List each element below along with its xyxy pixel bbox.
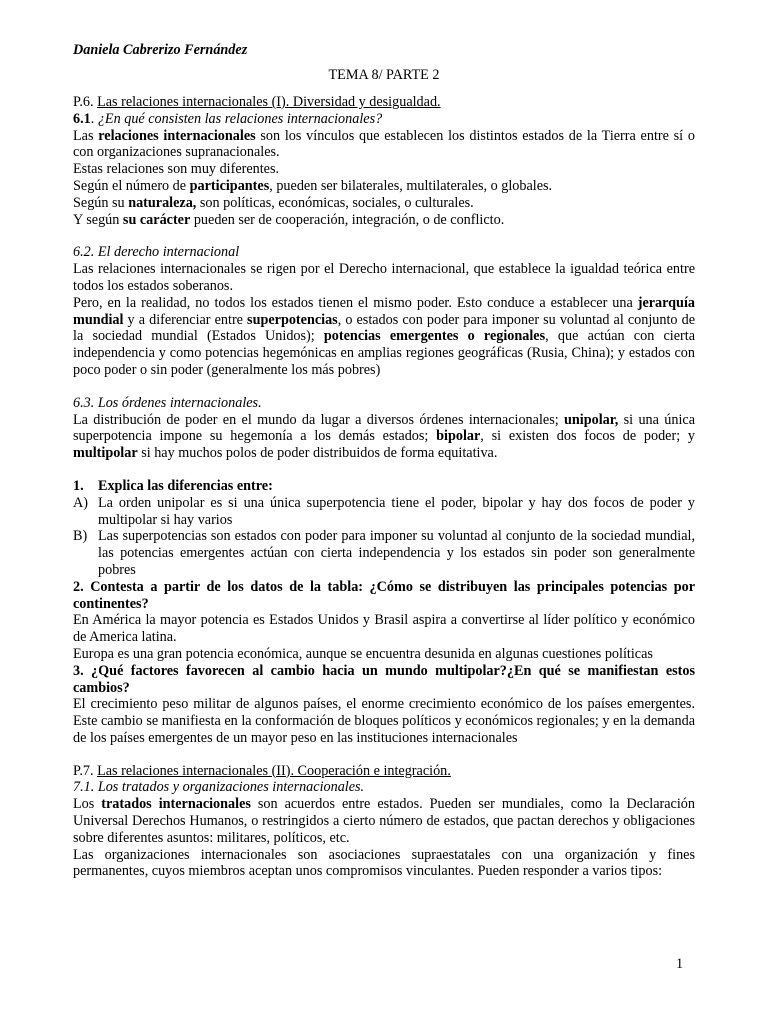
section-heading-p7 xyxy=(73,763,695,780)
question-2: 2. Contesta a partir de los datos de la tabla: ¿Cómo se distribuyen las principales potencias por continentes? xyxy=(73,578,695,612)
author-name: Daniela Cabrerizo Fernández xyxy=(73,42,248,58)
question-text: Explica las diferencias entre: xyxy=(98,477,273,494)
paragraph: Según su naturaleza, son políticas, económicas, sociales, o culturales. xyxy=(73,194,474,211)
spacer xyxy=(73,747,695,763)
paragraph: Según el número de participantes, pueden ser bilaterales, multilaterales, o globales. xyxy=(73,177,553,194)
paragraph: Las organizaciones internacionales son asociaciones supraestatales con una organización y fines permanentes, cuyos miembros aceptan unos compromisos vinculantes. Pueden responder a varios tipos: xyxy=(73,846,695,880)
section-number: P.6. xyxy=(73,94,98,110)
document-page xyxy=(73,42,695,880)
answer-item xyxy=(73,495,695,529)
paragraph: Las relaciones internacionales se rigen por el Derecho internacional, que establece la igualdad teórica entre todos los estados soberanos. xyxy=(73,261,695,294)
paragraph: Pero, en la realidad, no todos los estados tienen el mismo poder. Esto conduce a establecer una jerarquía mundial y a diferenciar entre superpotencias, o estados con poder para imponer su voluntad al conjunto de la sociedad mundial (Estados Unidos); potencias emergentes o regionales, que actúan con cierta independencia y como potencias hegemónicas en amplias regiones geográficas (Rusia, China); y estados con poco poder o sin poder (generalmente los más pobres) xyxy=(73,294,695,378)
answer-paragraph: Europa es una gran potencia económica, aunque se encuentra desunida en algunas cuestiones políticas xyxy=(73,645,653,662)
spacer xyxy=(73,228,695,244)
question-item xyxy=(73,478,695,495)
spacer xyxy=(73,379,695,395)
question-1 xyxy=(73,478,695,579)
answer-item xyxy=(73,528,695,578)
paragraph: Los tratados internacionales son acuerdos entre estados. Pueden ser mundiales, como la Declaración Universal Derechos Humanos, o restringidos a cierto número de estados, que pactan derechos y obligaciones sobre diferentes asuntos: militares, políticos, etc. xyxy=(73,796,695,846)
paragraph: Las relaciones internacionales son los vínculos que establecen los distintos estados de la Tierra entre sí o con organizaciones supranacionales. xyxy=(73,127,695,161)
paragraph: Y según su carácter pueden ser de cooperación, integración, o de conflicto. xyxy=(73,211,505,228)
answer-marker: B) xyxy=(73,528,88,545)
subsection-title: ¿En qué consisten las relaciones internacionales? xyxy=(97,110,383,127)
subsection-heading-6-1: 6.1. ¿En qué consisten las relaciones internacionales? xyxy=(73,110,383,127)
subsection-heading-6-2: 6.2. El derecho internacional xyxy=(73,244,240,261)
subsection-number: 6.1 xyxy=(73,110,91,127)
spacer xyxy=(73,462,695,478)
answer-marker: A) xyxy=(73,494,88,511)
section-heading-p6 xyxy=(73,94,695,111)
question-3: 3. ¿Qué factores favorecen al cambio hacia un mundo multipolar?¿En qué se manifiestan estos cambios? xyxy=(73,662,695,696)
section-title: Las relaciones internacionales (II). Cooperación e integración. xyxy=(97,762,451,779)
answer-paragraph: En América la mayor potencia es Estados Unidos y Brasil aspira a convertirse al líder político y económico de America latina. xyxy=(73,612,695,646)
section-number: P.7. xyxy=(73,762,98,779)
page-number: 1 xyxy=(676,956,684,972)
question-number: 1. xyxy=(73,477,84,494)
answer-text: Las superpotencias son estados con poder para imponer su voluntad al conjunto de la sociedad mundial, las potencias emergentes actúan con cierta independencia y los estados sin poder son generalmente pobres xyxy=(98,528,695,578)
document-title: TEMA 8/ PARTE 2 xyxy=(328,67,440,83)
subsection-heading-7-1: 7.1. Los tratados y organizaciones internacionales. xyxy=(73,779,365,796)
section-title: Las relaciones internacionales (I). Diversidad y desigualdad. xyxy=(97,94,441,110)
paragraph: Estas relaciones son muy diferentes. xyxy=(73,161,280,178)
answer-paragraph: El crecimiento peso militar de algunos países, el enorme crecimiento económico de los países emergentes. Este cambio se manifiesta en la conformación de bloques políticos y económicos regionales; y en la demanda de los países emergentes de un mayor peso en las instituciones internacionales xyxy=(73,696,695,746)
paragraph: La distribución de poder en el mundo da lugar a diversos órdenes internacionales; unipolar, si una única superpotencia impone su hegemonía a los demás estados; bipolar, si existen dos focos de poder; y multipolar si hay muchos polos de poder distribuidos de forma equitativa. xyxy=(73,411,695,462)
answer-text: La orden unipolar es si una única superpotencia tiene el poder, bipolar y hay dos focos de poder y multipolar si hay varios xyxy=(98,494,695,528)
subsection-heading-6-3: 6.3. Los órdenes internacionales. xyxy=(73,394,262,411)
